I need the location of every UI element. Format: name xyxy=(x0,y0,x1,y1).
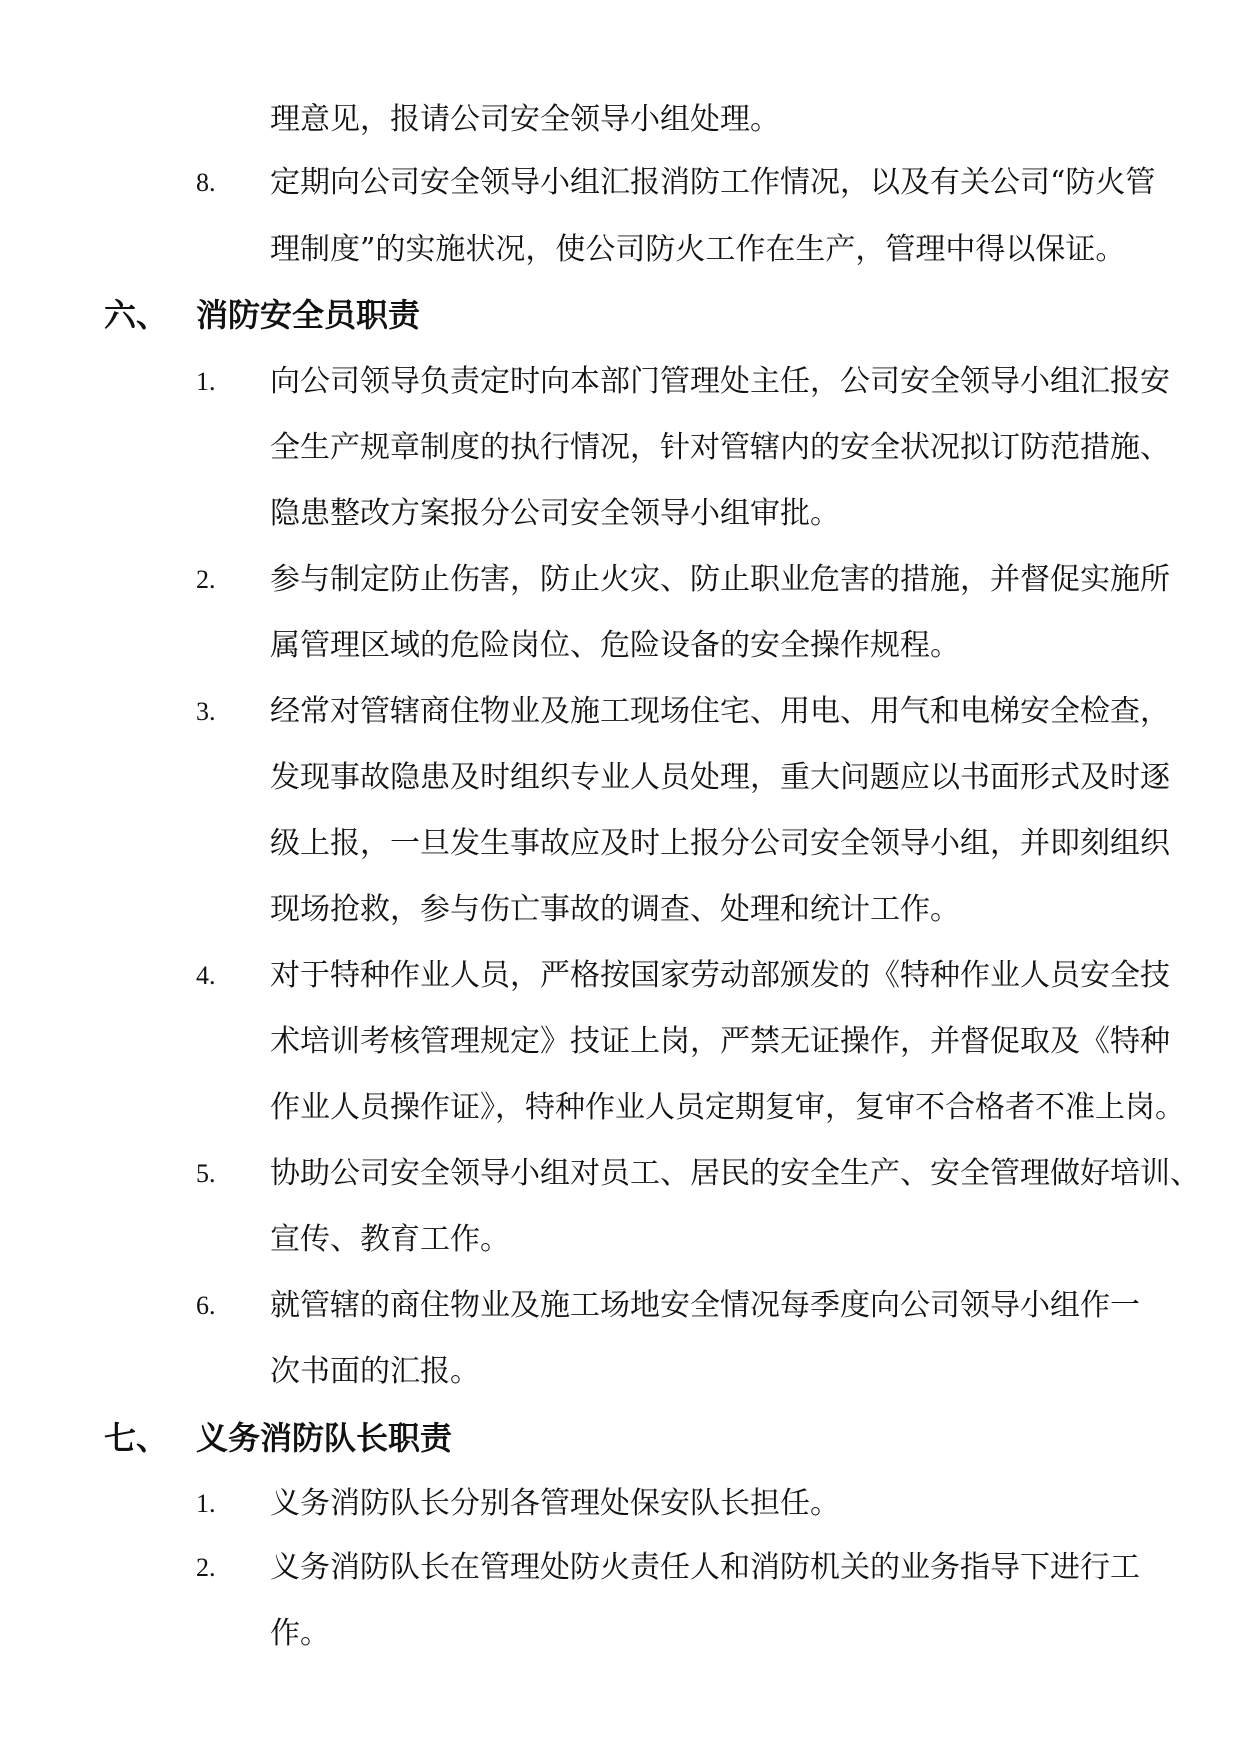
paragraph-line: 义务消防队长在管理处防火责任人和消防机关的业务指导下进行工 xyxy=(270,1550,1140,1585)
paragraph-line: 向公司领导负责定时向本部门管理处主任，公司安全领导小组汇报安 xyxy=(270,364,1170,399)
paragraph-line: 理制度”的实施状况，使公司防火工作在生产，管理中得以保证。 xyxy=(270,232,1126,267)
section-number: 七、 xyxy=(104,1419,169,1457)
paragraph-line: 义务消防队长分别各管理处保安队长担任。 xyxy=(270,1486,840,1521)
paragraph-line: 作。 xyxy=(270,1616,330,1651)
paragraph-line: 参与制定防止伤害，防止火灾、防止职业危害的措施，并督促实施所 xyxy=(270,562,1170,597)
paragraph-line: 级上报，一旦发生事故应及时上报分公司安全领导小组，并即刻组织 xyxy=(270,826,1170,861)
paragraph-line: 发现事故隐患及时组织专业人员处理，重大问题应以书面形式及时逐 xyxy=(270,760,1170,795)
item-number: 5. xyxy=(196,1159,216,1188)
paragraph-line: 理意见，报请公司安全领导小组处理。 xyxy=(270,102,780,137)
paragraph-line: 隐患整改方案报分公司安全领导小组审批。 xyxy=(270,496,840,531)
item-number: 1. xyxy=(196,367,216,396)
paragraph-line: 现场抢救，参与伤亡事故的调查、处理和统计工作。 xyxy=(270,892,960,927)
paragraph-line: 就管辖的商住物业及施工场地安全情况每季度向公司领导小组作一 xyxy=(270,1288,1140,1323)
section-number: 六、 xyxy=(104,296,169,334)
item-number: 2. xyxy=(196,1553,216,1582)
paragraph-line: 定期向公司安全领导小组汇报消防工作情况，以及有关公司“防火管 xyxy=(270,165,1156,200)
item-number: 6. xyxy=(196,1291,216,1320)
item-number: 8. xyxy=(196,168,216,197)
item-number: 2. xyxy=(196,565,216,594)
paragraph-line: 作业人员操作证》，特种作业人员定期复审，复审不合格者不准上岗。 xyxy=(270,1090,1185,1125)
section-title: 消防安全员职责 xyxy=(196,296,421,334)
paragraph-line: 协助公司安全领导小组对员工、居民的安全生产、安全管理做好培训、 xyxy=(270,1156,1200,1191)
paragraph-line: 属管理区域的危险岗位、危险设备的安全操作规程。 xyxy=(270,628,960,663)
paragraph-line: 次书面的汇报。 xyxy=(270,1354,480,1389)
item-number: 3. xyxy=(196,697,216,726)
paragraph-line: 术培训考核管理规定》技证上岗，严禁无证操作，并督促取及《特种 xyxy=(270,1024,1170,1059)
item-number: 4. xyxy=(196,961,216,990)
paragraph-line: 对于特种作业人员，严格按国家劳动部颁发的《特种作业人员安全技 xyxy=(270,958,1170,993)
paragraph-line: 经常对管辖商住物业及施工现场住宅、用电、用气和电梯安全检查， xyxy=(270,694,1170,729)
paragraph-line: 宣传、教育工作。 xyxy=(270,1222,510,1257)
item-number: 1. xyxy=(196,1489,216,1518)
paragraph-line: 全生产规章制度的执行情况，针对管辖内的安全状况拟订防范措施、 xyxy=(270,430,1170,465)
section-title: 义务消防队长职责 xyxy=(196,1419,453,1457)
